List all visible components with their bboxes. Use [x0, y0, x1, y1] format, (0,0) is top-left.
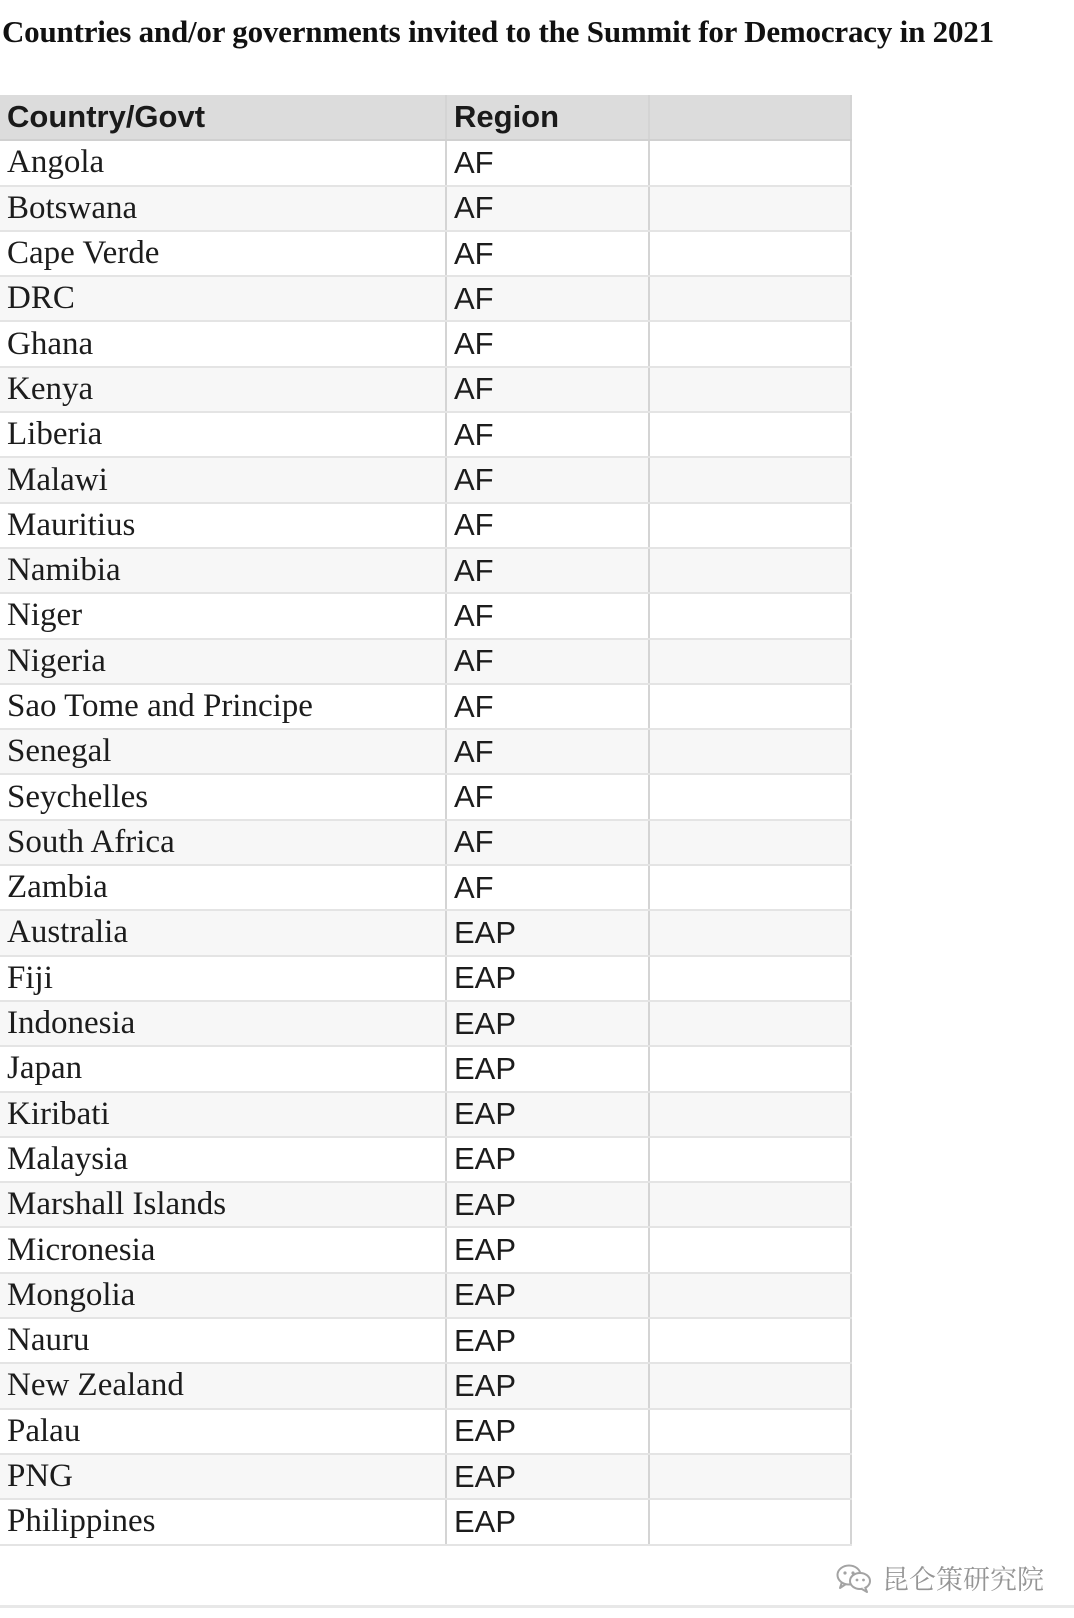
region-cell: AF — [446, 321, 649, 366]
bottom-divider — [0, 1605, 1074, 1608]
table-row — [0, 1499, 851, 1544]
empty-cell — [649, 1318, 851, 1363]
country-cell: Namibia — [0, 548, 446, 593]
table-body — [0, 140, 851, 1544]
column-header-country: Country/Govt — [0, 95, 446, 140]
column-header-region: Region — [446, 95, 649, 140]
table-row — [0, 457, 851, 502]
country-cell: Micronesia — [0, 1227, 446, 1272]
empty-cell — [649, 639, 851, 684]
country-cell: Mongolia — [0, 1273, 446, 1318]
country-cell: Senegal — [0, 729, 446, 774]
table-row — [0, 820, 851, 865]
empty-cell — [649, 684, 851, 729]
empty-cell — [649, 276, 851, 321]
country-cell: Malaysia — [0, 1137, 446, 1182]
region-cell: AF — [446, 503, 649, 548]
region-cell: AF — [446, 140, 649, 185]
empty-cell — [649, 729, 851, 774]
country-cell: Angola — [0, 140, 446, 185]
table-row — [0, 910, 851, 955]
table-row — [0, 186, 851, 231]
country-cell: Niger — [0, 593, 446, 638]
country-cell: Kiribati — [0, 1092, 446, 1137]
document-title: Countries and/or governments invited to the Summit for Democracy in 2021 — [2, 14, 994, 49]
country-cell: DRC — [0, 276, 446, 321]
table-row — [0, 1182, 851, 1227]
region-cell: AF — [446, 412, 649, 457]
region-cell: AF — [446, 231, 649, 276]
table-row — [0, 503, 851, 548]
empty-cell — [649, 1001, 851, 1046]
table-row — [0, 1046, 851, 1091]
table-row — [0, 412, 851, 457]
column-header-empty — [649, 95, 851, 140]
table-row — [0, 1273, 851, 1318]
country-cell: Indonesia — [0, 1001, 446, 1046]
country-cell: Cape Verde — [0, 231, 446, 276]
empty-cell — [649, 1092, 851, 1137]
table-row — [0, 548, 851, 593]
empty-cell — [649, 412, 851, 457]
country-cell: PNG — [0, 1454, 446, 1499]
region-cell: AF — [446, 865, 649, 910]
country-cell: New Zealand — [0, 1363, 446, 1408]
region-cell: EAP — [446, 956, 649, 1001]
table-row — [0, 367, 851, 412]
table-row — [0, 729, 851, 774]
country-cell: Botswana — [0, 186, 446, 231]
table-row — [0, 1318, 851, 1363]
table-row — [0, 774, 851, 819]
wechat-icon — [836, 1563, 872, 1593]
country-cell: Seychelles — [0, 774, 446, 819]
table-row — [0, 1092, 851, 1137]
region-cell: EAP — [446, 1092, 649, 1137]
country-cell: Nigeria — [0, 639, 446, 684]
region-cell: AF — [446, 639, 649, 684]
region-cell: AF — [446, 593, 649, 638]
table-row — [0, 1363, 851, 1408]
region-cell: EAP — [446, 1182, 649, 1227]
region-cell: AF — [446, 276, 649, 321]
table-row — [0, 639, 851, 684]
empty-cell — [649, 1454, 851, 1499]
country-cell: Japan — [0, 1046, 446, 1091]
region-cell: AF — [446, 774, 649, 819]
table-row — [0, 865, 851, 910]
country-cell: Sao Tome and Principe — [0, 684, 446, 729]
empty-cell — [649, 1499, 851, 1544]
country-cell: Mauritius — [0, 503, 446, 548]
region-cell: AF — [446, 367, 649, 412]
country-cell: South Africa — [0, 820, 446, 865]
invited-countries-table — [0, 95, 852, 1546]
table-header-row — [0, 95, 851, 140]
region-cell: EAP — [446, 1409, 649, 1454]
country-cell: Marshall Islands — [0, 1182, 446, 1227]
region-cell: EAP — [446, 1001, 649, 1046]
table-row — [0, 276, 851, 321]
empty-cell — [649, 774, 851, 819]
empty-cell — [649, 593, 851, 638]
region-cell: EAP — [446, 1318, 649, 1363]
empty-cell — [649, 956, 851, 1001]
region-cell: EAP — [446, 1499, 649, 1544]
table-row — [0, 140, 851, 185]
country-cell: Philippines — [0, 1499, 446, 1544]
table-row — [0, 231, 851, 276]
table-row — [0, 1409, 851, 1454]
table-row — [0, 1137, 851, 1182]
region-cell: EAP — [446, 1363, 649, 1408]
region-cell: AF — [446, 186, 649, 231]
table-row — [0, 1454, 851, 1499]
table-row — [0, 593, 851, 638]
region-cell: EAP — [446, 1273, 649, 1318]
country-cell: Liberia — [0, 412, 446, 457]
empty-cell — [649, 1227, 851, 1272]
region-cell: AF — [446, 684, 649, 729]
watermark-text: 昆仑策研究院 — [882, 1565, 1044, 1596]
empty-cell — [649, 186, 851, 231]
region-cell: AF — [446, 548, 649, 593]
empty-cell — [649, 1363, 851, 1408]
empty-cell — [649, 820, 851, 865]
region-cell: EAP — [446, 1137, 649, 1182]
region-cell: AF — [446, 729, 649, 774]
empty-cell — [649, 367, 851, 412]
country-cell: Zambia — [0, 865, 446, 910]
empty-cell — [649, 865, 851, 910]
country-cell: Palau — [0, 1409, 446, 1454]
region-cell: AF — [446, 820, 649, 865]
empty-cell — [649, 1273, 851, 1318]
empty-cell — [649, 1137, 851, 1182]
region-cell: AF — [446, 457, 649, 502]
table-row — [0, 1227, 851, 1272]
region-cell: EAP — [446, 1454, 649, 1499]
country-cell: Malawi — [0, 457, 446, 502]
country-cell: Kenya — [0, 367, 446, 412]
country-cell: Fiji — [0, 956, 446, 1001]
region-cell: EAP — [446, 910, 649, 955]
empty-cell — [649, 548, 851, 593]
table-row — [0, 321, 851, 366]
region-cell: EAP — [446, 1227, 649, 1272]
table-row — [0, 684, 851, 729]
country-cell: Nauru — [0, 1318, 446, 1363]
table-row — [0, 1001, 851, 1046]
empty-cell — [649, 321, 851, 366]
empty-cell — [649, 1409, 851, 1454]
empty-cell — [649, 1046, 851, 1091]
region-cell: EAP — [446, 1046, 649, 1091]
country-cell: Ghana — [0, 321, 446, 366]
empty-cell — [649, 231, 851, 276]
table-row — [0, 956, 851, 1001]
empty-cell — [649, 457, 851, 502]
empty-cell — [649, 503, 851, 548]
empty-cell — [649, 140, 851, 185]
watermark — [836, 1558, 1044, 1597]
empty-cell — [649, 1182, 851, 1227]
empty-cell — [649, 910, 851, 955]
country-cell: Australia — [0, 910, 446, 955]
